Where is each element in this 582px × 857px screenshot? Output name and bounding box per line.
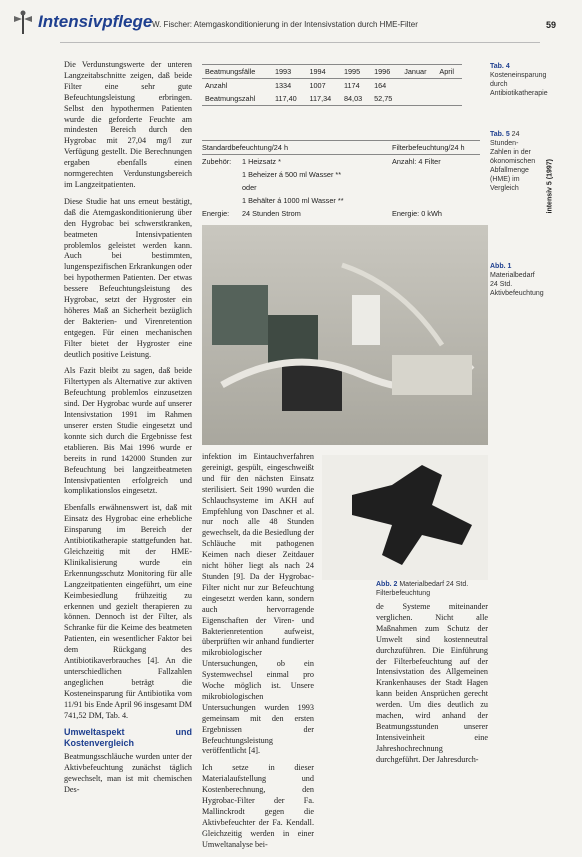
table-header: Beatmungsfälle: [202, 65, 272, 79]
caption-text: 24 Stunden-Zahlen in der ökonomischen Abfallmenge (HME) im Vergleich: [490, 131, 536, 192]
paragraph: Diese Studie hat uns erneut bestätigt, daß die Atemgaskonditionierung über den Hygrobac bei schwerstkranken, beatmeten Intensivpatienten problemlos geleistet werden kann. Auch bei bestimmten, lungenspezifischen Erkrankungen oder bei hypothermen Patienten. Der etwas bessere Befeuchtungsleistung des Hygrobac, setzt der Hygroster ein höheres Maß an Sicherheit bezüglich der Bakterien- und Virenretention entgegen. Für einen mechanischen Filter bietet der Hygroster eine deutlich positive Leistung.: [64, 196, 192, 359]
table-cell: 1007: [309, 81, 326, 90]
journal-sidebar: [530, 100, 570, 220]
journal-citation: intensiv 5 (1997): [546, 159, 554, 214]
table-header: 1994: [306, 65, 341, 79]
section-heading: Umweltaspekt und Kostenvergleich: [64, 727, 192, 749]
text-column-3: [376, 602, 488, 772]
table-cell: 1 Behälter á 1000 ml Wasser **: [242, 196, 344, 205]
filter-illustration: [322, 455, 488, 580]
caduceus-icon: [12, 10, 34, 34]
table-cell: 84,03: [341, 92, 371, 106]
figure-2-caption: [376, 580, 486, 598]
paragraph: de Systeme miteinander verglichen. Nicht alle Maßnahmen zum Schutz der Umwelt sind kostenneutral durchzuführen. Die Einführung der Filterbefeuchtung auf der Intensivstation des Allgemeinen Krankenhauses der Stadt Hagen kann beiden Ansprüchen gerecht werden. Um dies deutlich zu machen, wird anhand der Beatmungsstunden unserer Intensiveinheit eine Jahreshochrechnung durchgeführt. Der Jahresdurch-: [376, 602, 488, 764]
caption-label: Tab. 4: [490, 63, 510, 70]
caption-label: Abb. 2: [376, 581, 398, 588]
caption-text: Kosteneinsparung durch Antibiotikatherapie: [490, 72, 548, 97]
table-header: 1995: [341, 65, 371, 79]
water-container: [352, 295, 380, 345]
table-header: Standardbefeuchtung/24 h: [202, 143, 289, 152]
equipment-cylinder: [268, 315, 318, 365]
text-column-1: [64, 60, 192, 802]
figure-1-caption: [490, 262, 544, 298]
paragraph: Ebenfalls erwähnenswert ist, daß mit Einsatz des Hygrobac eine erhebliche Einsparung im Bereich der Antibiotikatherapie stattgefunden hat. Gleichzeitig mit der HME-Klinikalisierung wurde ein Erkennungsschutz Monitoring für alle Langzeitpatienten eingeführt, um eine Keimbesiedlung frühzeitig zu erkennen und gezielt therapieren zu können. Dennoch ist der Filter, als Schranke für die Keime des beatmeten Patienten, ein wesentlicher Faktor bei dem Rückgang des Antibiotikaverbrauches [4]. An die unterschiedlichen Fallzahlen angeglichen beträgt die Kosteneinsparung für Antibiotika vom 11/91 bis Ende April 96 insgesamt DM 741,52 DM, Tab. 4.: [64, 503, 192, 720]
table-5-caption: [490, 130, 536, 193]
table-cell: Anzahl: 4 Filter: [392, 157, 441, 166]
bag: [392, 355, 472, 395]
table-4: [202, 64, 462, 106]
page-number: 59: [546, 20, 557, 30]
table-header: April: [436, 65, 462, 79]
table-header: 1996: [371, 65, 401, 79]
table-cell: 1334: [274, 81, 292, 90]
equipment-illustration: [202, 225, 488, 445]
table-cell: 164: [374, 81, 387, 90]
caption-label: Tab. 5: [490, 131, 510, 138]
table-cell: 1 Beheizer á 500 ml Wasser **: [242, 170, 342, 179]
header-rule: [60, 42, 540, 43]
table-header: Filterbefeuchtung/24 h: [392, 143, 465, 152]
table-header: 1993: [272, 65, 307, 79]
table-5: [202, 140, 480, 237]
table-cell: Anzahl: [205, 81, 228, 90]
article-title: W. Fischer: Atemgaskonditionierung in der Intensivstation durch HME-Filter: [152, 20, 418, 29]
hme-filter-shape: [352, 465, 472, 565]
table-cell: oder: [242, 183, 257, 192]
table-cell: 117,40: [272, 92, 307, 106]
paragraph: infektion im Eintauchverfahren gereinigt, gespült, eingeschweißt und für den nächsten Einsatz sterilisiert. Seit 1990 wurden die Schlauchsysteme im AKH auf Empfehlung von Daschner et al. nur noch alle 48 Stunden gewechselt, da die Besiedlung der Schläuche mit pathogenen Keimen nach dieser Zeitdauer nicht höher liegt als nach 24 Stunden [9]. Da der Hygrobac-Filter nicht nur zur Befeuchtung eingesetzt werden kann, sondern auch hervorragende Eigenschaften der Viren- und Bakterienretention aufweist, überprüften wir anhand fundierter mikrobiologischer Untersuchungen, ob ein Systemwechsel einmal pro Woche möglich ist. Unsere mikrobiologischen Untersuchungen wurden 1993 gemeinsam mit den ersten Ergebnissen der Befeuchtungsleistung veröffentlicht [4].: [202, 452, 314, 756]
paragraph: Ich setze in dieser Materialaufstellung und Kostenberechnung, den Hygrobac-Filter der Fa. Mallinckrodt gegen die Aktivbefeuchter der Fa. Kendall. Gleichzeitig werden in einer Umweltanalyse bei-: [202, 763, 314, 849]
table-cell: 117,34: [306, 92, 341, 106]
page-header: [0, 0, 582, 48]
table-cell: Zubehör:: [202, 157, 232, 166]
table-4-caption: [490, 62, 548, 98]
table-cell: 24 Stunden Strom: [242, 209, 301, 218]
caption-text: Materialbedarf 24 Std. Aktivbefeuchtung: [490, 272, 544, 297]
table-cell: Energie:: [202, 209, 230, 218]
paragraph: Beatmungsschläuche wurden unter der Aktivbefeuchtung zunächst täglich gewechselt, man ist mit chemischen Des-: [64, 752, 192, 795]
figure-2-photo: [322, 455, 488, 580]
paragraph: Als Fazit bleibt zu sagen, daß beide Filtertypen als Alternative zur aktiven Befeuchtung problemlos einzusetzen sind. Der Hygrobac wurde auf unserer Intensivstation 1991 im Rahmen unserer ersten Studie eingesetzt und konnte sich durch die Ergebnisse fest etablieren. Bis Mai 1996 wurde er bereits in rund 142000 Stunden zur Befeuchtung bei langzeitbeatmeten Intensivpatienten erfolgreich und komplikationslos eingesetzt.: [64, 366, 192, 496]
table-cell: 1174: [343, 81, 360, 90]
paragraph: Die Verdunstungswerte der unteren Langzeitabschnitte zeigen, daß beide Filter eine sehr gute Befeuchtungsleistung erbringen. Selbst den hypothermen Patienten wurde die geforderte Feuchte am mindesten Bereich durch den Hygrobac mit 27,04 mg/l zur Verfügung gestellt. Die Berechnungen ergaben ebenfalls einen normgerechten Verdunstungsbereich im Langzeitpatienten.: [64, 60, 192, 189]
table-cell: 1 Heizsatz *: [242, 157, 281, 166]
table-cell: 52,75: [371, 92, 401, 106]
equipment-box: [212, 285, 268, 345]
table-cell: Energie: 0 kWh: [392, 209, 442, 218]
figure-1-photo: [202, 225, 488, 445]
caption-text: Materialbedarf 24 Std. Filterbefeuchtung: [376, 581, 469, 597]
table-cell: Beatmungszahl: [202, 92, 272, 106]
journal-logo: Intensivpflege: [38, 12, 153, 31]
caption-label: Abb. 1: [490, 263, 512, 270]
heater-unit: [282, 365, 342, 411]
text-column-2: [202, 452, 314, 857]
table-header: Januar: [401, 65, 436, 79]
